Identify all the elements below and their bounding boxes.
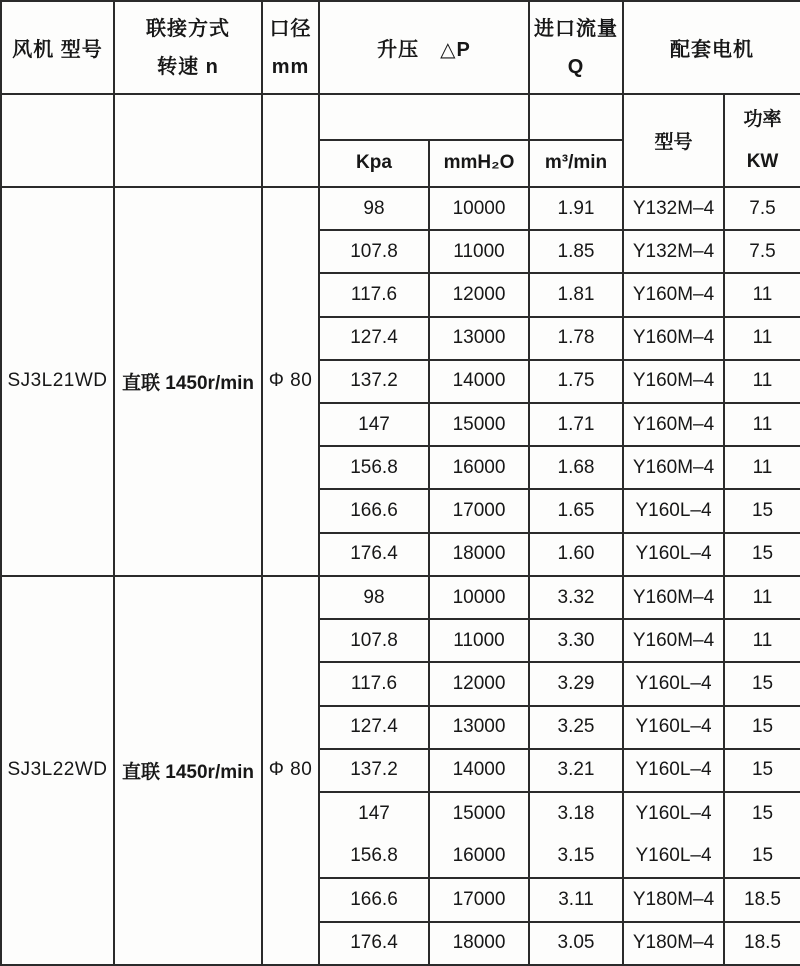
cell-kpa: 117.6 bbox=[319, 273, 429, 316]
cell-mmh2o: 16000 bbox=[429, 446, 529, 489]
cell-motor: Y180M–4 bbox=[623, 878, 724, 921]
cell-flow: 3.30 bbox=[529, 619, 623, 662]
cell-mmh2o: 15000 bbox=[429, 792, 529, 835]
header-motor-model: 型号 bbox=[623, 94, 724, 186]
cell-motor: Y160M–4 bbox=[623, 403, 724, 446]
header-empty-connection bbox=[114, 94, 262, 186]
cell-connection: 直联 1450r/min bbox=[114, 576, 262, 965]
header-empty-flow bbox=[529, 94, 623, 139]
cell-power: 15 bbox=[724, 749, 800, 792]
cell-kpa: 107.8 bbox=[319, 619, 429, 662]
cell-kpa: 176.4 bbox=[319, 533, 429, 576]
header-connection bbox=[114, 1, 262, 94]
cell-motor: Y160M–4 bbox=[623, 317, 724, 360]
table-row bbox=[1, 576, 800, 619]
header-row-1 bbox=[1, 1, 800, 94]
cell-motor: Y160L–4 bbox=[623, 662, 724, 705]
header-power-line2: KW bbox=[746, 150, 779, 172]
cell-motor: Y132M–4 bbox=[623, 230, 724, 273]
header-unit-m3min: m³/min bbox=[529, 140, 623, 187]
cell-flow: 1.85 bbox=[529, 230, 623, 273]
cell-motor: Y132M–4 bbox=[623, 187, 724, 230]
cell-motor: Y160M–4 bbox=[623, 576, 724, 619]
header-empty-diameter bbox=[262, 94, 319, 186]
cell-power: 18.5 bbox=[724, 922, 800, 965]
cell-power: 11 bbox=[724, 446, 800, 489]
cell-flow: 3.11 bbox=[529, 878, 623, 921]
header-connection-line2: 转速 n bbox=[157, 55, 219, 78]
cell-fan-model: SJ3L22WD bbox=[1, 576, 114, 965]
header-empty-fan-model bbox=[1, 94, 114, 186]
table-row bbox=[1, 187, 800, 230]
cell-kpa: 127.4 bbox=[319, 317, 429, 360]
cell-motor: Y160L–4 bbox=[623, 749, 724, 792]
cell-power: 11 bbox=[724, 317, 800, 360]
cell-mmh2o: 13000 bbox=[429, 706, 529, 749]
cell-motor: Y180M–4 bbox=[623, 922, 724, 965]
cell-kpa: 156.8 bbox=[319, 446, 429, 489]
cell-diameter: Φ 80 bbox=[262, 576, 319, 965]
header-fan-model: 风机 型号 bbox=[1, 1, 114, 94]
cell-motor: Y160M–4 bbox=[623, 619, 724, 662]
cell-flow: 1.78 bbox=[529, 317, 623, 360]
cell-flow: 1.60 bbox=[529, 533, 623, 576]
cell-mmh2o: 10000 bbox=[429, 576, 529, 619]
cell-flow: 1.75 bbox=[529, 360, 623, 403]
cell-mmh2o: 17000 bbox=[429, 489, 529, 532]
cell-kpa: 137.2 bbox=[319, 360, 429, 403]
cell-mmh2o: 11000 bbox=[429, 230, 529, 273]
header-flow bbox=[529, 1, 623, 94]
cell-motor: Y160L–4 bbox=[623, 533, 724, 576]
cell-kpa: 137.2 bbox=[319, 749, 429, 792]
cell-motor: Y160L–4 bbox=[623, 489, 724, 532]
cell-motor: Y160M–4 bbox=[623, 360, 724, 403]
cell-kpa: 107.8 bbox=[319, 230, 429, 273]
cell-diameter: Φ 80 bbox=[262, 187, 319, 576]
cell-power: 7.5 bbox=[724, 230, 800, 273]
cell-power: 15 bbox=[724, 662, 800, 705]
header-unit-mmh2o: mmH₂O bbox=[429, 140, 529, 187]
cell-mmh2o: 15000 bbox=[429, 403, 529, 446]
cell-mmh2o: 18000 bbox=[429, 533, 529, 576]
cell-flow: 1.65 bbox=[529, 489, 623, 532]
cell-kpa: 127.4 bbox=[319, 706, 429, 749]
cell-motor: Y160M–4 bbox=[623, 446, 724, 489]
cell-motor: Y160L–4 bbox=[623, 706, 724, 749]
cell-mmh2o: 18000 bbox=[429, 922, 529, 965]
header-diameter-line2: mm bbox=[271, 55, 310, 78]
cell-power: 11 bbox=[724, 273, 800, 316]
cell-power: 11 bbox=[724, 360, 800, 403]
cell-motor: Y160L–4 bbox=[623, 835, 724, 878]
cell-mmh2o: 13000 bbox=[429, 317, 529, 360]
cell-kpa: 166.6 bbox=[319, 878, 429, 921]
cell-kpa: 98 bbox=[319, 187, 429, 230]
cell-fan-model: SJ3L21WD bbox=[1, 187, 114, 576]
header-diameter bbox=[262, 1, 319, 94]
cell-flow: 3.29 bbox=[529, 662, 623, 705]
header-motor: 配套电机 bbox=[623, 1, 800, 94]
cell-power: 15 bbox=[724, 835, 800, 878]
cell-power: 15 bbox=[724, 533, 800, 576]
cell-motor: Y160M–4 bbox=[623, 273, 724, 316]
cell-flow: 3.25 bbox=[529, 706, 623, 749]
header-flow-line1: 进口流量 bbox=[534, 17, 619, 40]
cell-power: 7.5 bbox=[724, 187, 800, 230]
cell-flow: 3.32 bbox=[529, 576, 623, 619]
cell-mmh2o: 10000 bbox=[429, 187, 529, 230]
header-connection-line1: 联接方式 bbox=[146, 17, 230, 40]
cell-kpa: 147 bbox=[319, 792, 429, 835]
header-empty-pressure bbox=[319, 94, 529, 139]
cell-mmh2o: 11000 bbox=[429, 619, 529, 662]
cell-flow: 3.05 bbox=[529, 922, 623, 965]
cell-flow: 3.18 bbox=[529, 792, 623, 835]
cell-power: 11 bbox=[724, 576, 800, 619]
cell-mmh2o: 14000 bbox=[429, 360, 529, 403]
cell-flow: 1.68 bbox=[529, 446, 623, 489]
cell-connection: 直联 1450r/min bbox=[114, 187, 262, 576]
cell-flow: 1.81 bbox=[529, 273, 623, 316]
cell-power: 18.5 bbox=[724, 878, 800, 921]
cell-kpa: 166.6 bbox=[319, 489, 429, 532]
cell-flow: 3.21 bbox=[529, 749, 623, 792]
cell-mmh2o: 12000 bbox=[429, 273, 529, 316]
cell-flow: 1.71 bbox=[529, 403, 623, 446]
cell-mmh2o: 17000 bbox=[429, 878, 529, 921]
cell-power: 11 bbox=[724, 403, 800, 446]
cell-flow: 3.15 bbox=[529, 835, 623, 878]
cell-kpa: 117.6 bbox=[319, 662, 429, 705]
cell-flow: 1.91 bbox=[529, 187, 623, 230]
header-unit-kpa: Kpa bbox=[319, 140, 429, 187]
header-power-line1: 功率 bbox=[743, 108, 782, 130]
cell-power: 11 bbox=[724, 619, 800, 662]
cell-kpa: 147 bbox=[319, 403, 429, 446]
cell-power: 15 bbox=[724, 489, 800, 532]
header-flow-line2: Q bbox=[567, 55, 585, 78]
cell-kpa: 98 bbox=[319, 576, 429, 619]
header-power bbox=[724, 94, 800, 186]
header-diameter-line1: 口径 bbox=[269, 17, 312, 40]
cell-power: 15 bbox=[724, 792, 800, 835]
cell-power: 15 bbox=[724, 706, 800, 749]
cell-motor: Y160L–4 bbox=[623, 792, 724, 835]
header-pressure: 升压 △P bbox=[319, 1, 529, 94]
cell-mmh2o: 16000 bbox=[429, 835, 529, 878]
header-row-2 bbox=[1, 94, 800, 139]
cell-kpa: 176.4 bbox=[319, 922, 429, 965]
cell-mmh2o: 14000 bbox=[429, 749, 529, 792]
cell-kpa: 156.8 bbox=[319, 835, 429, 878]
cell-mmh2o: 12000 bbox=[429, 662, 529, 705]
